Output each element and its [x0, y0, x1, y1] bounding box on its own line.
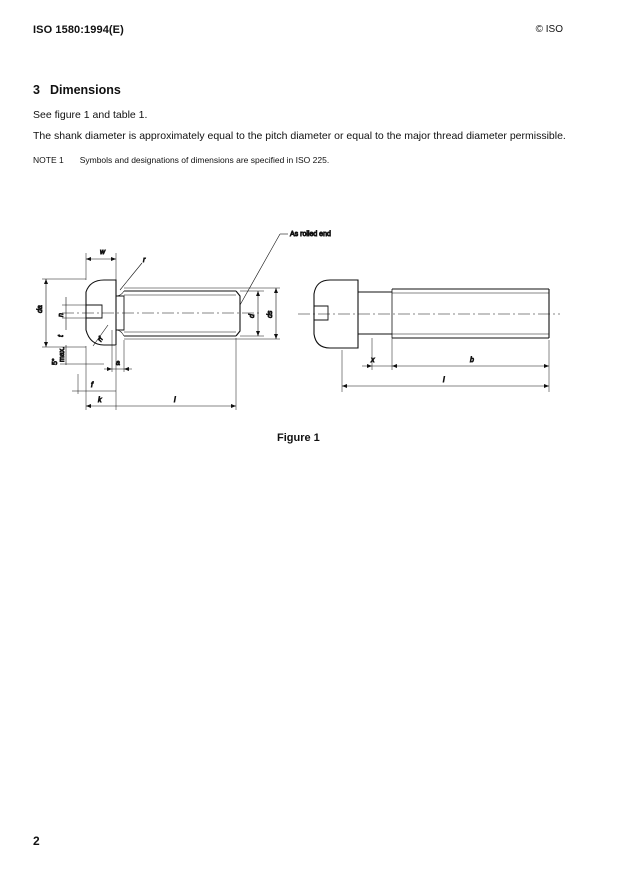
label-w: w: [100, 249, 106, 256]
label-5deg: 5°: [52, 358, 59, 365]
label-da: da: [37, 305, 44, 313]
label-l-right: l: [443, 377, 445, 384]
paragraph-see-figure: See figure 1 and table 1.: [33, 109, 148, 121]
label-r: r: [143, 257, 146, 264]
note-label: NOTE 1: [33, 155, 64, 165]
paragraph-shank-diameter: The shank diameter is approximately equal to the pitch diameter or equal to the major thread diameter permissible.: [33, 130, 566, 142]
right-screw-view: [298, 280, 560, 392]
document-id: ISO 1580:1994(E): [33, 24, 124, 36]
label-t: t: [58, 335, 65, 337]
copyright-mark: © ISO: [535, 24, 563, 35]
label-rf: rf: [96, 336, 105, 343]
note-text: Symbols and designations of dimensions are specified in ISO 225.: [79, 155, 330, 165]
section-title: Dimensions: [49, 83, 121, 97]
label-d: d: [249, 314, 256, 318]
label-k: k: [98, 397, 102, 404]
label-x: x: [371, 357, 375, 364]
label-a: a: [116, 360, 120, 367]
label-max: max.: [59, 346, 66, 362]
figure-caption: Figure 1: [277, 432, 320, 444]
left-screw-view: [42, 234, 288, 410]
label-f: f: [91, 382, 93, 389]
label-n: n: [58, 313, 65, 317]
label-b: b: [470, 357, 474, 364]
label-ds: ds: [267, 310, 274, 318]
label-as-rolled-end: As rolled end: [290, 231, 331, 238]
page-number: 2: [33, 834, 40, 848]
label-l-left: l: [174, 397, 176, 404]
section-number: 3: [33, 83, 40, 97]
